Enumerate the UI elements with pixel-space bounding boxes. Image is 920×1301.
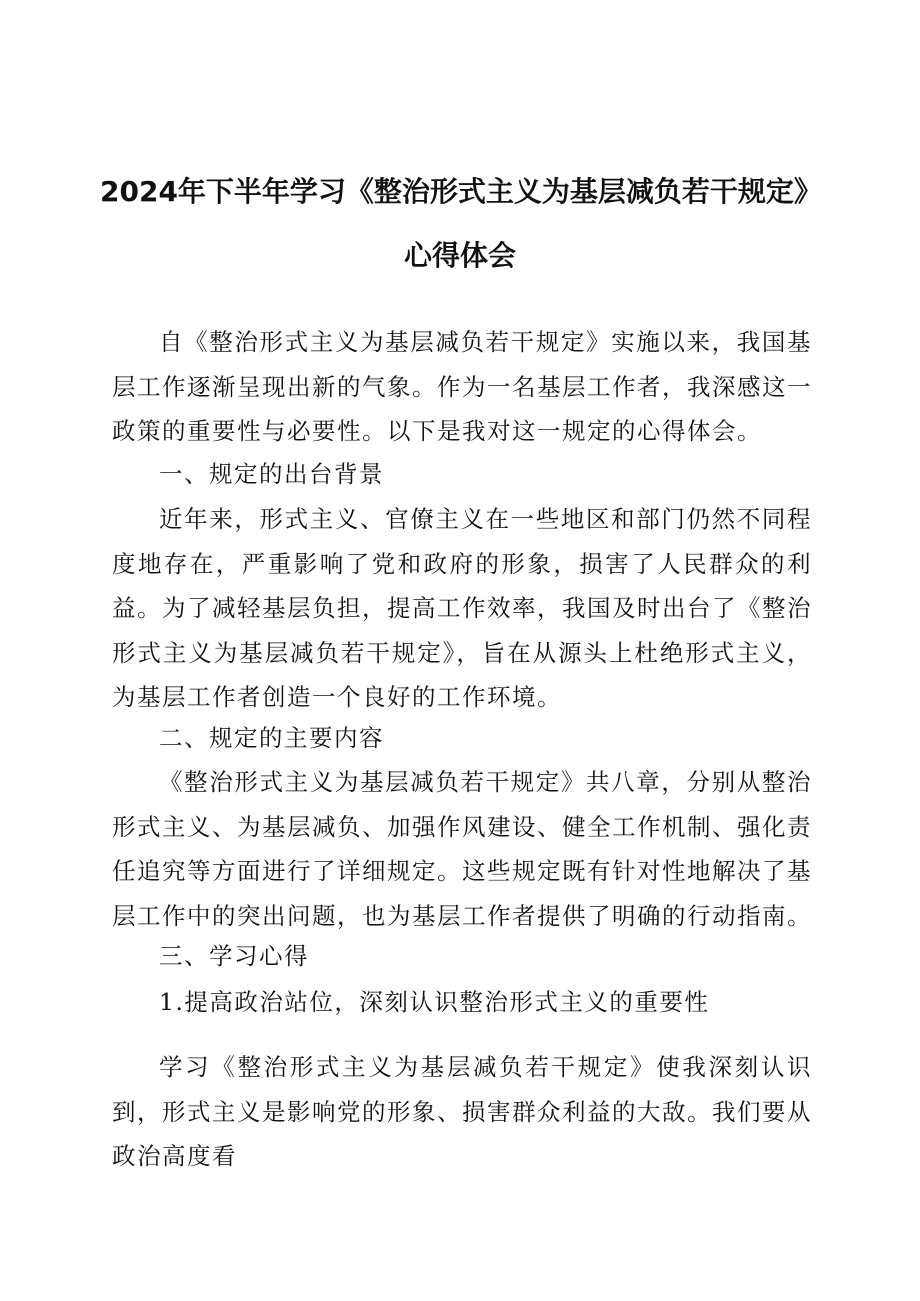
section-heading-content: 二、规定的主要内容 xyxy=(159,724,384,752)
paragraph-learning: 学习《整治形式主义为基层减负若干规定》使我深刻认识到，形式主义是影响党的形象、损害群众利益的大敌。我们要从政治高度看 xyxy=(112,1053,812,1170)
paragraph-intro: 自《整治形式主义为基层减负若干规定》实施以来，我国基层工作逐渐呈现出新的气象。作为一名基层工作者，我深感这一政策的重要性与必要性。以下是我对这一规定的心得体会。 xyxy=(112,328,812,445)
paragraph-content: 《整治形式主义为基层减负若干规定》共八章，分别从整治形式主义、为基层减负、加强作风建设、健全工作机制、强化责任追究等方面进行了详细规定。这些规定既有针对性地解决了基层工作中的突出问题，也为基层工作者提供了明确的行动指南。 xyxy=(112,768,812,930)
section-heading-background: 一、规定的出台背景 xyxy=(159,460,384,488)
document-title-line-2: 心得体会 xyxy=(403,239,516,272)
subheading-political-stance: 1.提高政治站位，深刻认识整治形式主义的重要性 xyxy=(159,988,710,1016)
document-title-line-1: 2024年下半年学习《整治形式主义为基层减负若干规定》 xyxy=(100,175,822,208)
paragraph-background: 近年来，形式主义、官僚主义在一些地区和部门仍然不同程度地存在，严重影响了党和政府的形象，损害了人民群众的利益。为了减轻基层负担，提高工作效率，我国及时出台了《整治形式主义为基层减负若干规定》，旨在从源头上杜绝形式主义，为基层工作者创造一个良好的工作环境。 xyxy=(112,505,812,711)
section-heading-learning: 三、学习心得 xyxy=(159,942,309,970)
